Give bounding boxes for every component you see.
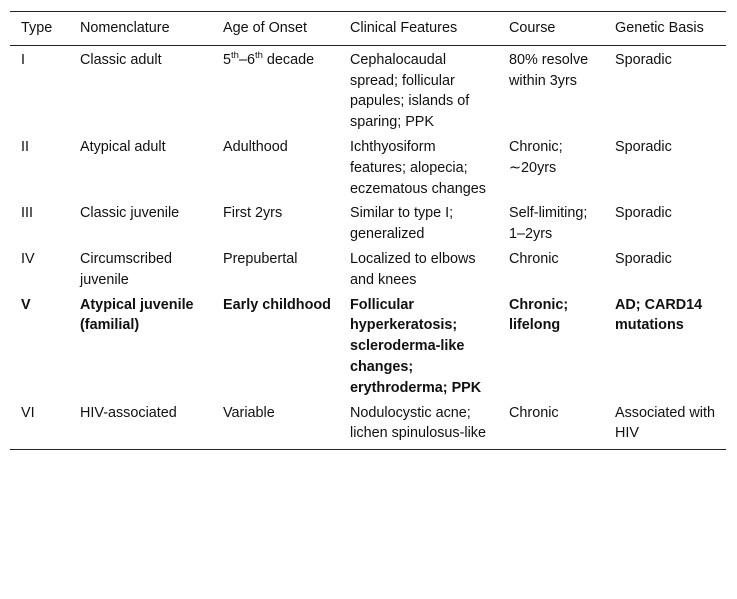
header-age-of-onset: Age of Onset <box>223 20 307 36</box>
table-body <box>10 45 726 449</box>
table-row <box>10 134 726 200</box>
cell-age-of-onset: Early childhood <box>223 296 331 313</box>
cell-course: 80% resolve within 3yrs <box>509 51 589 89</box>
table-header <box>10 12 726 46</box>
cell-genetic-basis: Sporadic <box>615 205 672 222</box>
cell-clinical-features: Cephalocaudal spread; follicular papules; islands of sparing; PPK <box>350 51 470 131</box>
header-course: Course <box>509 20 556 36</box>
table-row <box>10 246 726 292</box>
cell-clinical-features: Similar to type I; generalized <box>350 205 454 243</box>
cell-genetic-basis: Sporadic <box>615 51 672 68</box>
table-row <box>10 200 726 246</box>
cell-type: V <box>21 296 31 313</box>
cell-clinical-features: Ichthyosiform features; alopecia; eczematous changes <box>350 138 486 197</box>
header-nomenclature: Nomenclature <box>80 20 170 36</box>
table-row-highlighted <box>10 292 726 400</box>
cell-clinical-features: Nodulocystic acne; lichen spinulosus-like <box>350 404 486 442</box>
cell-nomenclature: Classic juvenile <box>80 205 180 222</box>
cell-nomenclature: HIV-associated <box>80 404 177 421</box>
cell-genetic-basis: AD; CARD14 mutations <box>615 296 703 334</box>
cell-age-of-onset: First 2yrs <box>223 205 283 222</box>
table-row <box>10 400 726 450</box>
age-onset-superscript: th <box>254 50 263 61</box>
cell-type: IV <box>21 250 35 267</box>
age-onset-superscript: th <box>231 50 239 61</box>
header-genetic-basis: Genetic Basis <box>615 20 704 36</box>
cell-genetic-basis: Associated with HIV <box>615 404 715 442</box>
cell-course: Chronic <box>509 250 559 267</box>
cell-clinical-features: Follicular hyperkeratosis; scleroderma-like changes; erythroderma; PPK <box>350 296 482 396</box>
age-onset-part: decade <box>262 51 315 68</box>
cell-genetic-basis: Sporadic <box>615 250 672 267</box>
cell-age-of-onset: Adulthood <box>223 138 288 155</box>
header-row <box>10 12 726 46</box>
cell-course: Chronic; lifelong <box>509 296 569 334</box>
age-onset-part: –6 <box>238 51 255 68</box>
cell-age-of-onset <box>212 45 339 134</box>
cell-genetic-basis: Sporadic <box>615 138 672 155</box>
table-row <box>10 45 726 134</box>
cell-nomenclature: Circumscribed juvenile <box>80 250 172 288</box>
classification-table-container <box>10 11 726 450</box>
cell-course: Chronic <box>509 404 559 421</box>
cell-course: Self-limiting; 1–2yrs <box>509 205 588 243</box>
cell-clinical-features: Localized to elbows and knees <box>350 250 476 288</box>
cell-type: I <box>21 51 25 68</box>
cell-age-of-onset: Prepubertal <box>223 250 298 267</box>
age-onset-part: 5 <box>223 51 232 68</box>
cell-age-of-onset: Variable <box>223 404 275 421</box>
header-clinical-features: Clinical Features <box>350 20 458 36</box>
classification-table <box>10 11 726 450</box>
cell-nomenclature: Atypical juvenile (familial) <box>80 296 194 334</box>
cell-type: II <box>21 138 29 155</box>
cell-type: III <box>21 205 33 222</box>
cell-type: VI <box>21 404 35 421</box>
cell-nomenclature: Classic adult <box>80 51 162 68</box>
cell-course: Chronic; ∼20yrs <box>509 138 563 176</box>
header-type: Type <box>21 20 53 36</box>
cell-nomenclature: Atypical adult <box>80 138 166 155</box>
